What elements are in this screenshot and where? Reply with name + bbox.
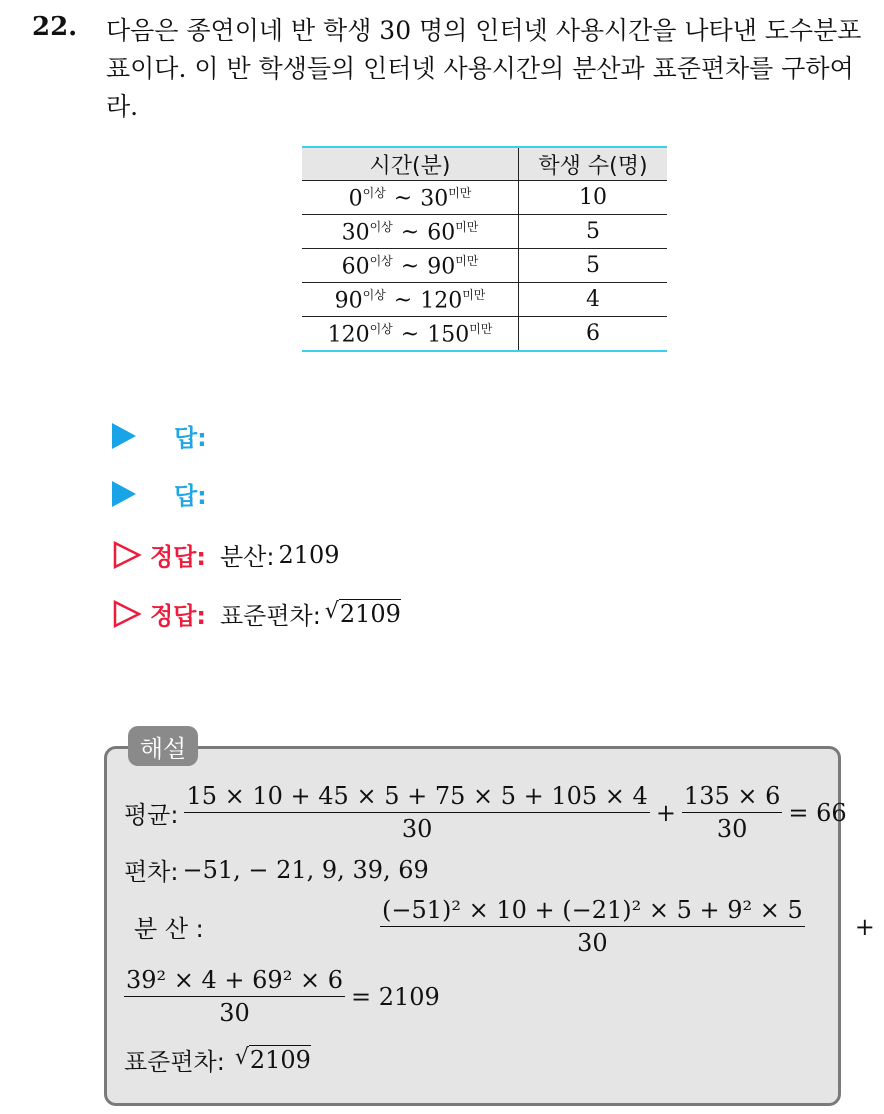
lt-label: 미만 <box>455 219 479 234</box>
variance-line-2 <box>124 966 440 1027</box>
deviation-line <box>124 852 429 887</box>
answer-line-2 <box>112 476 207 511</box>
tilde: ~ <box>400 220 420 246</box>
ge-label: 이상 <box>362 185 386 200</box>
range-to: 30 <box>420 186 449 212</box>
ge-label: 이상 <box>369 219 393 234</box>
ge-label: 이상 <box>369 253 393 268</box>
table-row <box>302 283 667 317</box>
triangle-icon <box>112 423 136 449</box>
answer-label: 답: <box>174 424 207 452</box>
std-dev-line <box>124 1042 311 1077</box>
table-row <box>302 249 667 283</box>
tilde: ~ <box>400 254 420 280</box>
variance-result: = 2109 <box>350 982 440 1011</box>
std-dev-label: 표준편차: <box>219 602 321 630</box>
answer-label: 답: <box>174 482 207 510</box>
deviation-values: −51, − 21, 9, 39, 69 <box>182 855 429 884</box>
range-from: 60 <box>341 254 370 280</box>
variance-fraction-1: $\frac{\text{(−51)² × 10 + (−21)² × 5 + 9² × 5}}{30}$ <box>382 896 803 957</box>
tilde: ~ <box>400 322 420 348</box>
student-count: 6 <box>519 317 668 352</box>
table-row <box>302 181 667 215</box>
question-number: 22. <box>32 12 78 42</box>
sqrt-icon: √ <box>234 1045 249 1070</box>
sqrt-icon: √ <box>324 599 339 624</box>
header-time: 시간(분) <box>302 147 519 181</box>
time-range <box>302 283 519 317</box>
time-range <box>302 215 519 249</box>
lt-label: 미만 <box>469 321 493 336</box>
range-to: 90 <box>427 254 456 280</box>
student-count: 4 <box>519 283 668 317</box>
range-from: 90 <box>334 288 363 314</box>
variance-label: 분산: <box>219 543 275 571</box>
lt-label: 미만 <box>462 287 486 302</box>
correct-answer-1 <box>112 537 340 572</box>
tilde: ~ <box>393 186 413 212</box>
student-count: 5 <box>519 249 668 283</box>
lt-label: 미만 <box>455 253 479 268</box>
range-from: 120 <box>327 322 370 348</box>
frequency-table <box>302 146 667 352</box>
mean-line <box>124 782 847 843</box>
header-count: 학생 수(명) <box>519 147 668 181</box>
correct-label: 정답: <box>150 543 206 571</box>
std-dev-label: 표준편차: <box>124 1048 225 1076</box>
mean-label: 평균: <box>124 801 179 829</box>
range-from: 30 <box>341 220 370 246</box>
variance-line <box>124 896 875 957</box>
time-range <box>302 181 519 215</box>
ge-label: 이상 <box>369 321 393 336</box>
deviation-label: 편차: <box>124 858 179 886</box>
range-to: 150 <box>427 322 470 348</box>
plus-sign: + <box>655 798 676 827</box>
variance-label: 분 산 : <box>134 915 204 943</box>
variance-fraction-2: $\frac{\text{39² × 4 + 69² × 6}}{30}$ <box>126 966 343 1027</box>
tilde: ~ <box>393 288 413 314</box>
correct-label: 정답: <box>150 602 206 630</box>
student-count: 5 <box>519 215 668 249</box>
question-text: 다음은 종연이네 반 학생 30 명의 인터넷 사용시간을 나타낸 도수분포표이다. 이 반 학생들의 인터넷 사용시간의 분산과 표준편차를 구하여라. <box>106 16 862 121</box>
answer-line-1 <box>112 418 207 453</box>
std-dev-value: √ 2109 <box>234 1045 311 1074</box>
mean-result: = 66 <box>788 798 847 827</box>
mean-fraction-2: $\frac{135 \times 6}{30}$ <box>683 782 781 843</box>
range-to: 60 <box>427 220 456 246</box>
std-dev-value: √ 2109 <box>324 599 401 628</box>
time-range <box>302 317 519 352</box>
student-count: 10 <box>519 181 668 215</box>
plus-sign: + <box>854 912 875 941</box>
time-range <box>302 249 519 283</box>
range-from: 0 <box>348 186 363 212</box>
variance-value: 2109 <box>278 540 340 569</box>
explanation-title: 해설 <box>128 726 198 766</box>
correct-answer-2 <box>112 596 401 631</box>
table-header-row <box>302 147 667 181</box>
mean-fraction-1: $\frac{15 \times 10 + 45 \times 5 + 75 \times 5 + 105 \times 4}{30}$ <box>186 782 648 843</box>
table-row <box>302 317 667 352</box>
outline-triangle-icon <box>112 540 142 570</box>
triangle-icon <box>112 481 136 507</box>
ge-label: 이상 <box>362 287 386 302</box>
table-row <box>302 215 667 249</box>
lt-label: 미만 <box>448 185 472 200</box>
range-to: 120 <box>420 288 463 314</box>
outline-triangle-icon <box>112 599 142 629</box>
